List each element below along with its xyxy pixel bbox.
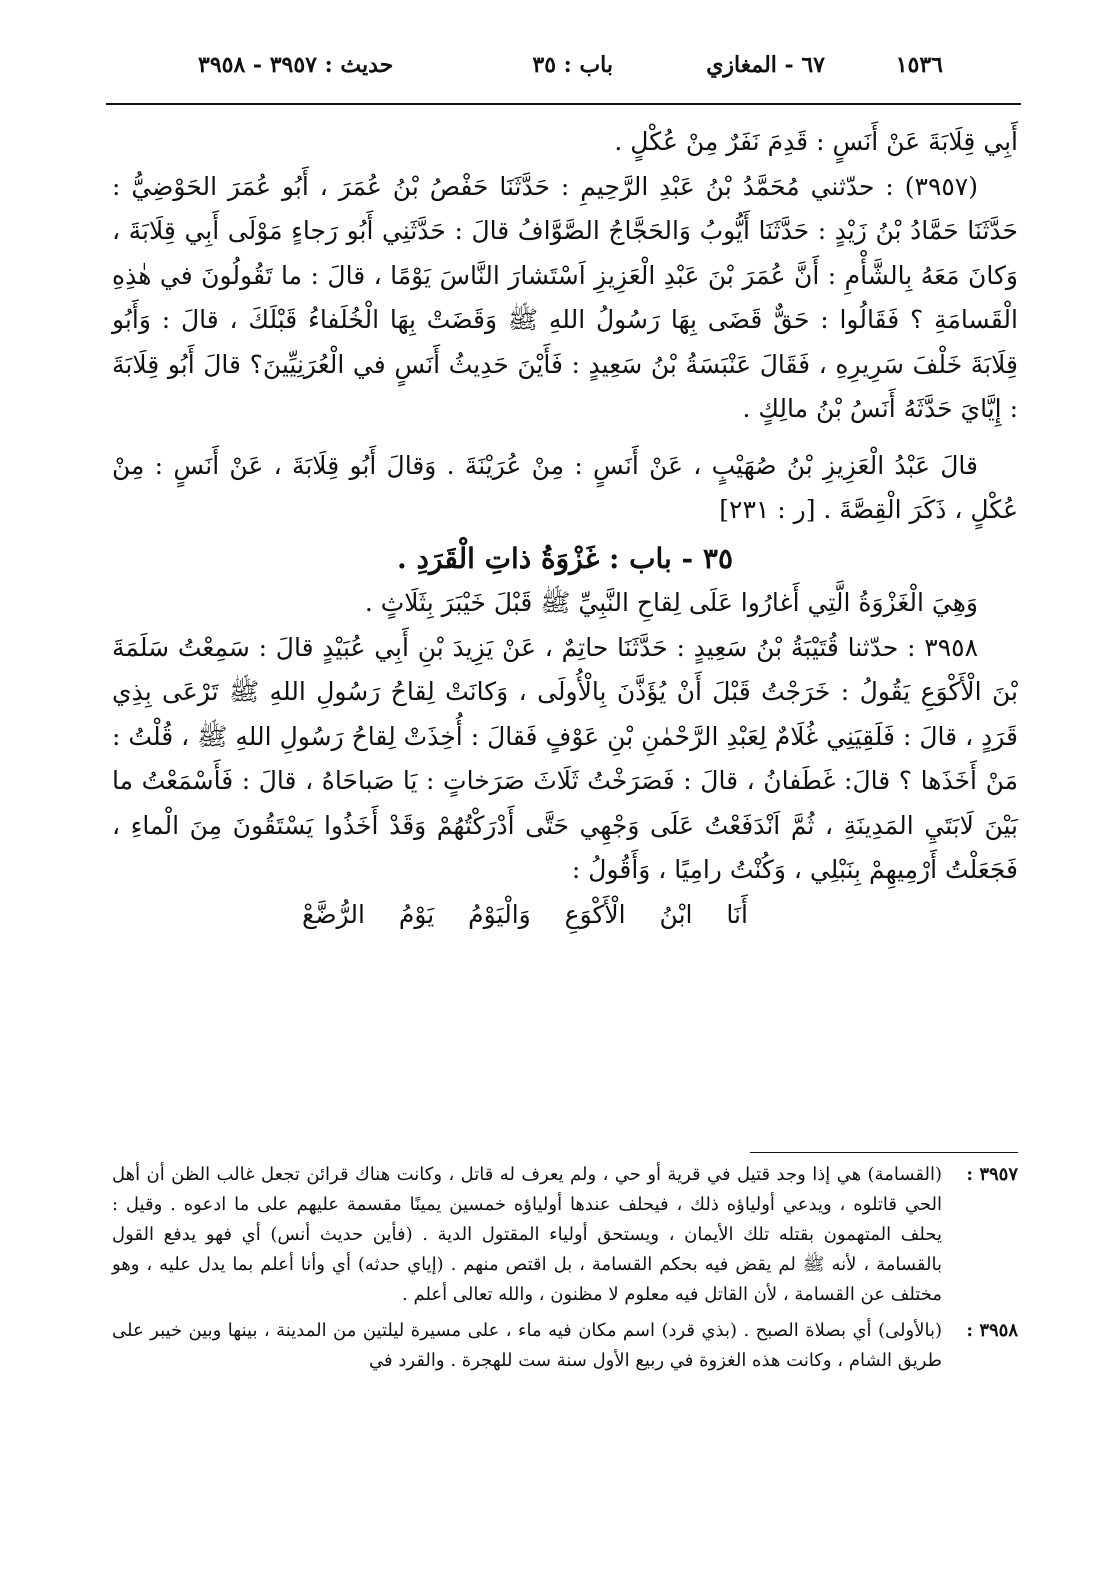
hadith-3958: ٣٩٥٨ : حدّثنا قُتَيْبَةُ بْنُ سَعِيدٍ : حَدَّثَنَا حاتِمٌ ، عَنْ يَزِيدَ بْنِ أَبِي عُبَيْدٍ قالَ : سَمِعْتُ سَلَمَةَ بْنَ الْأَكْوَعِ يَقُولُ : خَرَجْتُ قَبْلَ أَنْ يُؤَذَّنَ بِالْأُولَى ، وَكانَتْ لِقاحُ رَسُولِ اللهِ ﷺ تَرْعَى بِذِي قَرَدٍ ، قالَ : فَلَقِيَنِي غُلَامٌ لِعَبْدِ الرَّحْمٰنِ بْنِ عَوْفٍ فَقالَ : أُخِذَتْ لِقاحُ رَسُولِ اللهِ ﷺ ، قُلْتُ : مَنْ أَخَذَها ؟ قالَ: غَطَفانُ ، قالَ : فَصَرَخْتُ ثَلَاثَ صَرَخاتٍ : يَا صَباحَاهُ ، قالَ : فَأَسْمَعْتُ ما بَيْنَ لَابَتَيِ المَدِينَةِ ، ثُمَّ اَنْدَفَعْتُ عَلَى وَجْهِي حَتَّى أَدْرَكْتُهُمْ وَقَدْ أَخَذُوا يَسْتَقُونَ مِنَ الْماءِ ، فَجَعَلْتُ أَرْمِيهِمْ بِنَبْلِي ، وَكُنْتُ رامِيًا ، وَأَقُولُ : — [112, 632, 1018, 884]
hadith-3957: (٣٩٥٧) : حدّثني مُحَمَّدُ بْنُ عَبْدِ الرَّحِيمِ : حَدَّثَنَا حَفْصُ بْنُ عُمَرَ ، أَبُو عُمَرَ الحَوْضِيُّ : حَدَّثَنَا حَمَّادُ بْنُ زَيْدٍ : حَدَّثَنَا أَيُّوبُ وَالحَجَّاجُ الصَّوَّافُ قالَ : حَدَّثَنِي أَبُو رَجاءٍ مَوْلَى أَبِي قِلَابَةَ ، وَكانَ مَعَهُ بِالشَّأْمِ : أَنَّ عُمَرَ بْنَ عَبْدِ الْعَزِيزِ اَسْتَشارَ النَّاسَ يَوْمًا ، قالَ : ما تَقُولُونَ في هٰذِهِ الْقَسامَةِ ؟ فَقَالُوا : حَقٌّ قَضَى بِهَا رَسُولُ اللهِ ﷺ وَقَضَتْ بِهَا الْخُلَفاءُ قَبْلَكَ ، قالَ : وَأَبُو قِلَابَةَ خَلْفَ سَرِيرِهِ ، فَقَالَ عَنْبَسَةُ بْنُ سَعِيدٍ : فَأَيْنَ حَدِيثُ أَنَسٍ في الْعُرَنِيِّينَ؟ قالَ أَبُو قِلَابَةَ : إِيَّايَ حَدَّثَهُ أَنَسُ بْنُ مالِكٍ . — [112, 171, 1018, 423]
hadith-range: حديث : ٣٩٥٧ - ٣٩٥٨ — [198, 52, 394, 78]
footnote-text: (بالأولى) أي بصلاة الصبح . (بذي قرد) اسم مكان فيه ماء ، على مسيرة ليلتين من المدينة ، بينها وبين خيبر على طريق الشام ، وكانت هذه الغزوة في ربيع الأول سنة ست للهجرة . والقرد في — [112, 1320, 942, 1371]
book-title: ٦٧ - المغازي — [706, 52, 825, 78]
chapter-title: ٣٥ - باب : غَزْوَةُ ذاتِ الْقَرَدِ . — [397, 541, 733, 575]
poetry-verse: أَنَا ابْنُ الْأَكْوَعِ وَالْيَوْمُ يَوْمُ الرُّضَّعْ — [302, 899, 748, 929]
running-header — [198, 52, 943, 92]
footnote-text: (القسامة) هي إذا وجد قتيل في قرية أو حي ، ولم يعرف له قاتل ، وكانت هناك قرائن تجعل غالب الظن أن أهل الحي قاتلوه ، ويدعي أولياؤه ذلك ، فيحلف عندها أولياؤه خمسين يمينًا مقسمة عليهم على ما ادعوه . وقيل : يحلف المتهمون بقتله تلك الأيمان ، ويستحق أولياء المقتول الدية . (فأين حديث أنس) أي فهو يدفع القول بالقسامة ، لأنه ﷺ لم يقض فيه بحكم القسامة ، بل اقتص منهم . (إياي حدثه) أي وأنا أعلم بما يدل عليه ، وهو مختلف عن القسامة ، لأن القاتل فيه معلوم لا مظنون ، والله تعالى أعلم . — [112, 1164, 942, 1305]
page-number: ١٥٣٦ — [895, 52, 943, 78]
footnote-rule — [750, 1152, 1018, 1153]
header-rule — [106, 103, 1021, 105]
footnote-number: ٣٩٥٧ : — [966, 1164, 1018, 1185]
footnote-3958 — [112, 1316, 1018, 1376]
chapter-number: باب : ٣٥ — [532, 52, 613, 78]
footnote-3957 — [112, 1160, 1018, 1310]
footnote-number: ٣٩٥٨ : — [966, 1320, 1018, 1341]
continuation-paragraph: أَبِي قِلَابَةَ عَنْ أَنَسٍ : قَدِمَ نَفَرٌ مِنْ عُكْلٍ . — [614, 127, 1018, 156]
chapter-subtitle: وَهِيَ الْغَزْوَةُ الَّتِي أَغارُوا عَلَى لِقاحِ النَّبِيِّ ﷺ قَبْلَ خَيْبَرَ بِثَلَاثٍ . — [364, 588, 978, 617]
footnotes — [112, 1160, 1018, 1382]
main-text — [112, 120, 1018, 937]
narration-note: قالَ عَبْدُ الْعَزِيزِ بْنُ صُهَيْبٍ ، عَنْ أَنَسٍ : مِنْ عُرَيْنَةَ . وَقالَ أَبُو قِلَابَةَ ، عَنْ أَنَسٍ : مِنْ عُكْلٍ ، ذَكَرَ الْقِصَّةَ . [ر : ٢٣١] — [112, 450, 1018, 524]
